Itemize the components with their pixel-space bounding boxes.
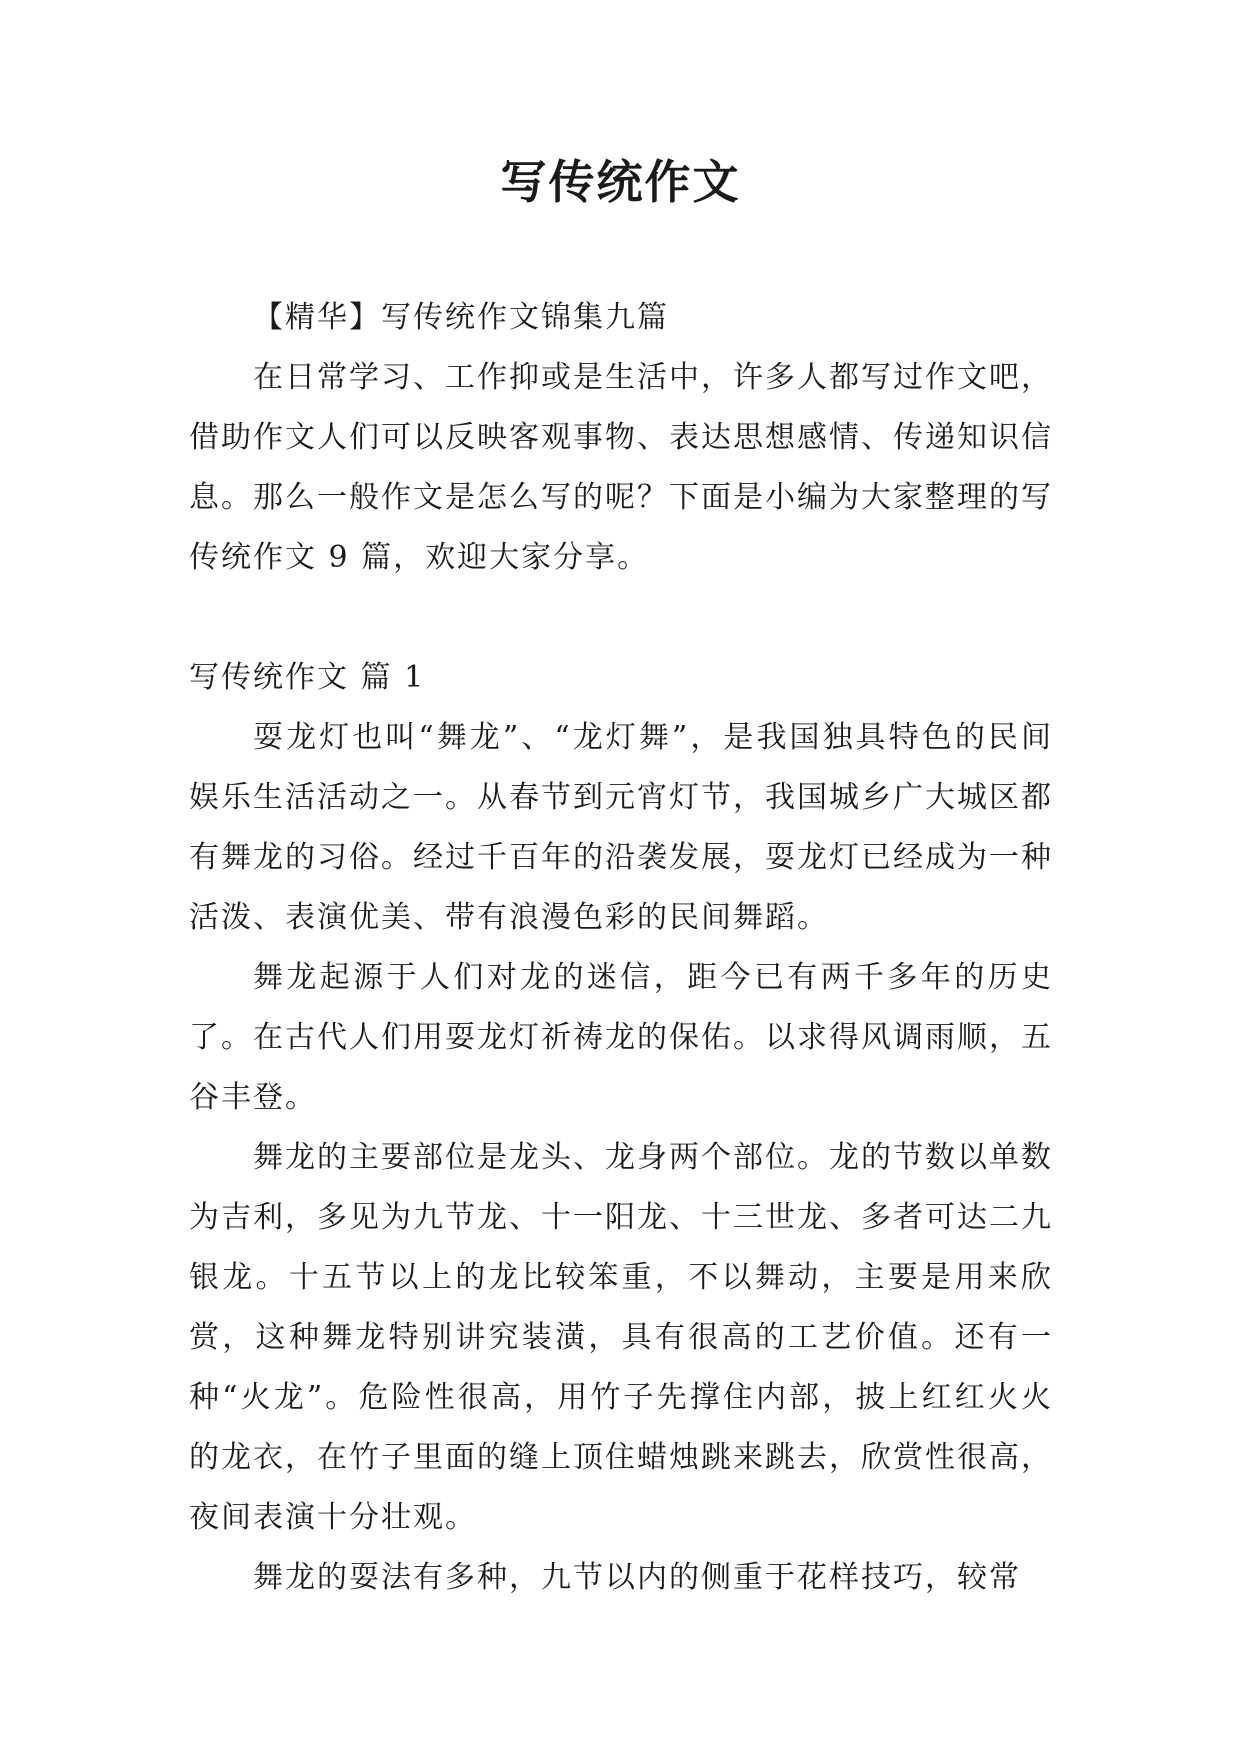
body-paragraph: 舞龙的主要部位是龙头、龙身两个部位。龙的节数以单数为吉利，多见为九节龙、十一阳龙、十三世龙、多者可达二九银龙。十五节以上的龙比较笨重，不以舞动，主要是用来欣赏，这种舞龙特别讲究装潢，具有很高的工艺价值。还有一种“火龙”。危险性很高，用竹子先撑住内部，披上红红火火的龙衣，在竹子里面的缝上顶住蜡烛跳来跳去，欣赏性很高，夜间表演十分壮观。 (189, 1140, 1053, 1535)
body-paragraph: 耍龙灯也叫“舞龙”、“龙灯舞”，是我国独具特色的民间娱乐生活活动之一。从春节到元宵灯节，我国城乡广大城区都有舞龙的习俗。经过千百年的沿袭发展，耍龙灯已经成为一种活泼、表演优美、带有浪漫色彩的民间舞蹈。 (189, 720, 1053, 935)
body-paragraph: 舞龙起源于人们对龙的迷信，距今已有两千多年的历史了。在古代人们用耍龙灯祈祷龙的保佑。以求得风调雨顺，五谷丰登。 (189, 960, 1053, 1115)
section-heading: 写传统作文 篇 1 (189, 660, 426, 695)
document-body (189, 288, 1053, 1608)
document-subtitle: 【精华】写传统作文锦集九篇 (253, 300, 669, 335)
body-paragraph: 舞龙的耍法有多种，九节以内的侧重于花样技巧，较常 (253, 1560, 1021, 1595)
intro-paragraph: 在日常学习、工作抑或是生活中，许多人都写过作文吧，借助作文人们可以反映客观事物、表达思想感情、传递知识信息。那么一般作文是怎么写的呢？下面是小编为大家整理的写传统作文 9 篇，欢迎大家分享。 (189, 360, 1053, 575)
document-title: 写传统作文 (500, 155, 741, 209)
